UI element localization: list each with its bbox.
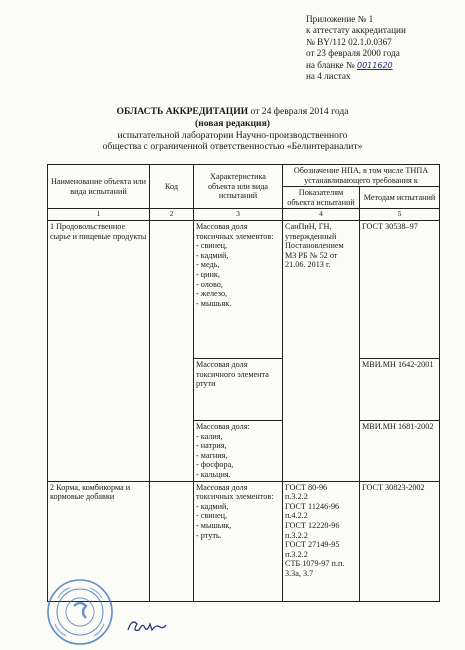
characteristic-cell-3 xyxy=(194,420,283,481)
title-date: от 24 февраля 2014 года xyxy=(248,106,349,117)
title-bold: ОБЛАСТЬ АККРЕДИТАЦИИ xyxy=(116,106,249,117)
list-item: - магния, xyxy=(196,450,228,460)
header-characteristic: Характеристика объекта или вида испытаний xyxy=(194,165,283,209)
list-item: - цинк, xyxy=(196,269,220,279)
col-num-3: 3 xyxy=(194,209,283,221)
appendix-line-2: к аттестату аккредитации xyxy=(306,25,406,36)
indicator-line: п.3.2.2 xyxy=(285,492,308,502)
characteristic-cell-2: Массовая доля токсичного элемента ртути xyxy=(194,358,283,420)
document-title xyxy=(0,106,465,118)
indicator-line: ГОСТ 27149-95 xyxy=(285,540,340,550)
header-indicators: Показателям объекта испытаний xyxy=(283,187,360,209)
indicator-line: 3.3а, 3.7 xyxy=(285,568,314,578)
object-cell-1: 1 Продовольственное сырье и пищевые продукты xyxy=(48,220,150,481)
round-seal-stamp xyxy=(46,578,114,646)
header-code: Код xyxy=(150,165,194,209)
code-cell-1 xyxy=(150,220,194,481)
list-item: - фосфора, xyxy=(196,460,234,470)
col-num-5: 5 xyxy=(360,209,440,221)
column-number-row xyxy=(48,209,440,221)
col-num-1: 1 xyxy=(48,209,150,221)
list-item: - кадмий, xyxy=(196,250,229,260)
indicator-line: ГОСТ 11246-96 xyxy=(285,501,340,511)
element-list xyxy=(196,502,280,540)
indicators-cell-1: СанПиН, ГН, утвержденный Постановлением МЗ РБ № 52 от 21.06. 2013 г. xyxy=(283,220,360,481)
signature xyxy=(124,614,170,636)
code-cell-2 xyxy=(150,481,194,601)
indicator-line: ГОСТ 80-96 xyxy=(285,482,328,492)
characteristic-text: Массовая доля токсичных элементов: xyxy=(196,482,274,502)
characteristic-text: Массовая доля токсичных элементов: xyxy=(196,221,274,241)
lab-name-line-2: общества с ограниченной ответственностью «Белинтераналит» xyxy=(102,141,363,153)
appendix-line-4: от 23 февраля 2000 года xyxy=(306,48,400,59)
list-item: - свинец, xyxy=(196,511,228,521)
characteristic-cell-4 xyxy=(194,481,283,601)
indicator-line: п.3.2.2 xyxy=(285,549,308,559)
header-npa-group: Обозначение НПА, в том числе ТНПА устанавливающего требования к xyxy=(283,165,440,187)
characteristic-text: Массовая доля: xyxy=(196,421,250,431)
element-list xyxy=(196,432,280,480)
appendix-line-6: на 4 листах xyxy=(306,71,351,82)
list-item: - железо, xyxy=(196,289,228,299)
element-list xyxy=(196,241,280,308)
indicator-line: п.3.2.2 xyxy=(285,530,308,540)
indicator-line: п.4.2.2 xyxy=(285,511,308,521)
header-methods: Методам испытаний xyxy=(360,187,440,209)
appendix-line-5 xyxy=(306,60,406,71)
appendix-line-1: Приложение № 1 xyxy=(306,14,374,24)
indicator-line: СТБ 1079-97 п.п. xyxy=(285,559,345,569)
indicator-line: ГОСТ 12220-96 xyxy=(285,520,340,530)
list-item: - мышьяк. xyxy=(196,298,232,308)
col-num-4: 4 xyxy=(283,209,360,221)
object-cell-2: 2 Корма, комбикорма и кормовые добавки xyxy=(48,481,150,601)
document-title-block xyxy=(0,106,465,153)
list-item: - кадмий, xyxy=(196,501,229,511)
list-item: - свинец, xyxy=(196,241,228,251)
col-num-2: 2 xyxy=(150,209,194,221)
list-item: - ртуть. xyxy=(196,530,222,540)
list-item: - кальция. xyxy=(196,469,231,479)
list-item: - калия, xyxy=(196,431,223,441)
blank-prefix: на бланке № xyxy=(306,59,355,70)
appendix-header xyxy=(306,14,406,82)
methods-cell-1: ГОСТ 30538–97 xyxy=(360,220,440,358)
appendix-line-3: № BY/112 02.1.0.0367 xyxy=(306,36,392,47)
header-row xyxy=(48,165,440,187)
header-object: Наименование объекта или вида испытаний xyxy=(48,165,150,209)
list-item: - олово, xyxy=(196,279,223,289)
lab-name-line-1: испытательной лаборатории Научно-производственного xyxy=(117,129,348,141)
methods-cell-3: МВИ.МН 1681-2002 xyxy=(360,420,440,481)
methods-cell-4: ГОСТ 30823-2002 xyxy=(360,481,440,601)
list-item: - медь, xyxy=(196,260,220,270)
indicators-cell-2 xyxy=(283,481,360,601)
methods-cell-2: МВИ.МН 1642-2001 xyxy=(360,358,440,420)
table-row xyxy=(48,220,440,358)
accreditation-scope-table xyxy=(47,164,440,602)
blank-number: 0011620 xyxy=(357,60,393,70)
list-item: - натрия, xyxy=(196,441,227,451)
characteristic-cell-1 xyxy=(194,220,283,358)
edition-label: (новая редакция) xyxy=(195,117,270,129)
list-item: - мышьяк, xyxy=(196,520,232,530)
